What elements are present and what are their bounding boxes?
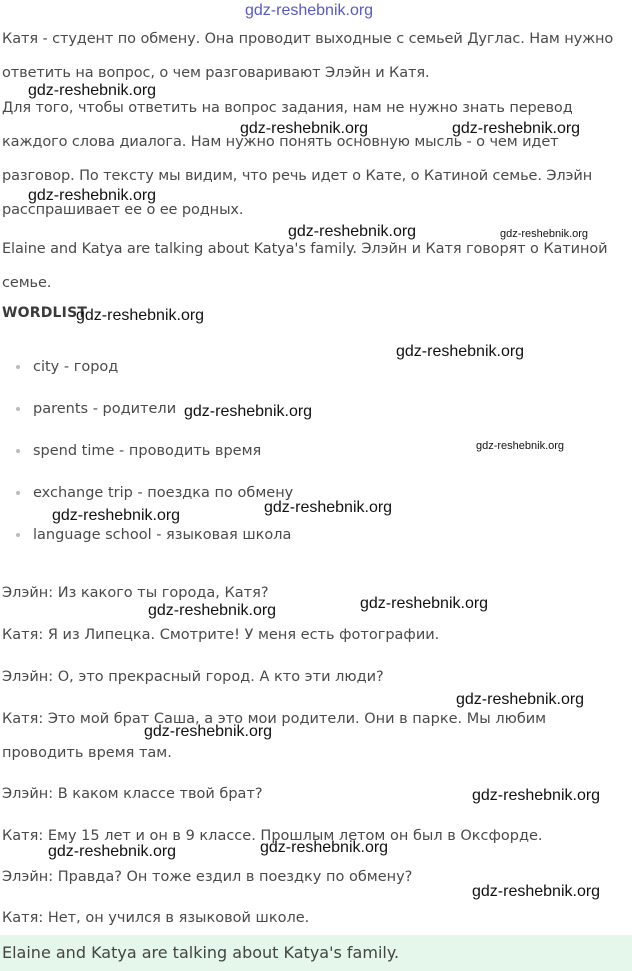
watermark: gdz-reshebnik.org	[144, 723, 273, 740]
watermark: gdz-reshebnik.org	[148, 602, 277, 619]
watermark: gdz-reshebnik.org	[48, 843, 177, 860]
watermark: gdz-reshebnik.org	[264, 499, 393, 516]
watermark: gdz-reshebnik.org	[260, 839, 389, 856]
bullet-icon	[16, 533, 20, 537]
intro-paragraph-1: Катя - студент по обмену. Она проводит выходные с семьей Дуглас. Нам нужно ответить на вопрос, о чем разговаривают Элэйн и Катя.	[2, 31, 614, 81]
watermark: gdz-reshebnik.org	[476, 440, 565, 452]
watermark: gdz-reshebnik.org	[28, 82, 157, 99]
wordlist	[0, 350, 620, 560]
watermark: gdz-reshebnik.org	[500, 228, 589, 240]
answer-text: Elaine and Katya are talking about Katya's family.	[2, 943, 400, 962]
wordlist-item-text: language school - языковая школа	[33, 527, 292, 543]
bullet-icon	[16, 449, 20, 453]
watermark: gdz-reshebnik.org	[52, 507, 181, 524]
wordlist-item	[0, 350, 620, 392]
intro-paragraph-3: Elaine and Katya are talking about Katya's family. Элэйн и Катя говорят о Катиной семье.	[2, 241, 608, 291]
dialogue-line: Катя: Это мой брат Саша, а это мои родители. Они в парке. Мы любим проводить время там.	[2, 711, 547, 761]
watermark: gdz-reshebnik.org	[472, 883, 601, 900]
wordlist-item-text: exchange trip - поездка по обмену	[33, 485, 294, 501]
watermark: gdz-reshebnik.org	[28, 187, 157, 204]
wordlist-item-text: city - город	[33, 359, 119, 375]
wordlist-item-text: spend time - проводить время	[33, 443, 262, 459]
bullet-icon	[16, 407, 20, 411]
dialogue-line: Катя: Нет, он учился в языковой школе.	[2, 910, 310, 926]
watermark: gdz-reshebnik.org	[456, 691, 585, 708]
watermark: gdz-reshebnik.org	[288, 223, 417, 240]
intro-paragraph-2: Для того, чтобы ответить на вопрос задания, нам не нужно знать перевод каждого слова диалога. Нам нужно понять основную мысль - о чем идет разговор. По тексту мы видим, что речь идет о Кате, о Катиной семье. Элэйн расспрашивает ее о ее родных.	[2, 100, 593, 218]
answer-highlight	[0, 935, 632, 971]
dialogue-line: Элэйн: В каком классе твой брат?	[2, 786, 263, 802]
dialogue-line: Элэйн: О, это прекрасный город. А кто эти люди?	[2, 669, 384, 685]
dialogue-line: Элэйн: Правда? Он тоже ездил в поездку по обмену?	[2, 869, 413, 885]
bullet-icon	[16, 491, 20, 495]
watermark: gdz-reshebnik.org	[245, 2, 374, 19]
dialogue-line: Катя: Ему 15 лет и он в 9 классе. Прошлым летом он был в Оксфорде.	[2, 828, 543, 844]
wordlist-item-text: parents - родители	[33, 401, 177, 417]
watermark: gdz-reshebnik.org	[396, 343, 525, 360]
wordlist-title: WORDLIST	[2, 305, 88, 321]
watermark: gdz-reshebnik.org	[240, 120, 369, 137]
watermark: gdz-reshebnik.org	[184, 403, 313, 420]
watermark: gdz-reshebnik.org	[76, 307, 205, 324]
watermark: gdz-reshebnik.org	[452, 120, 581, 137]
dialogue-line: Катя: Я из Липецка. Смотрите! У меня есть фотографии.	[2, 627, 440, 643]
dialogue-line: Элэйн: Из какого ты города, Катя?	[2, 585, 269, 601]
watermark: gdz-reshebnik.org	[360, 595, 489, 612]
bullet-icon	[16, 365, 20, 369]
watermark: gdz-reshebnik.org	[472, 787, 601, 804]
